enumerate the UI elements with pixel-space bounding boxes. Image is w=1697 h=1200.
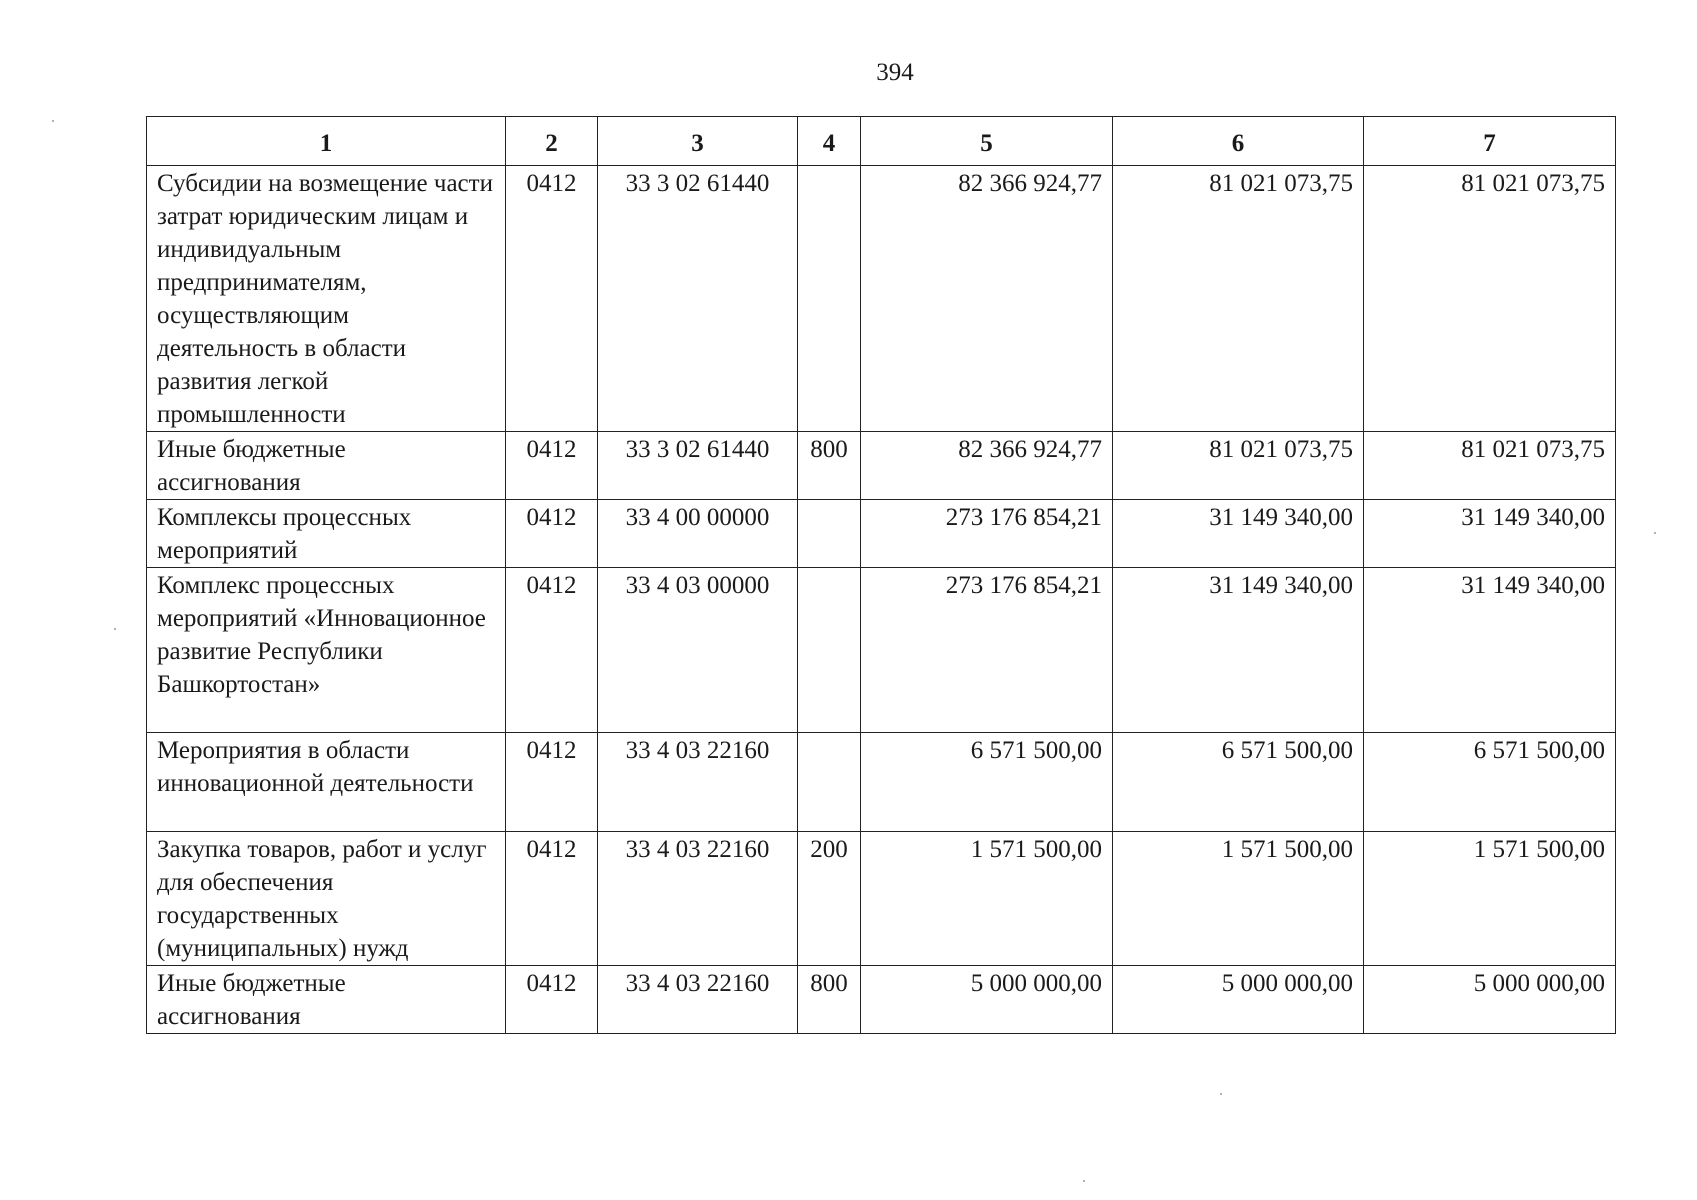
section-code: 0412 (506, 166, 598, 432)
table-row (147, 832, 1616, 966)
amount-column-7: 5 000 000,00 (1364, 966, 1616, 1034)
page-number: 394 (876, 59, 914, 86)
scan-speck (52, 120, 54, 122)
section-code: 0412 (506, 432, 598, 500)
scan-speck (1654, 532, 1656, 534)
amount-column-5: 273 176 854,21 (861, 500, 1113, 568)
amount-column-6: 31 149 340,00 (1113, 568, 1364, 733)
item-name: Иные бюджетные ассигнования (147, 432, 506, 500)
amount-column-6: 1 571 500,00 (1113, 832, 1364, 966)
header-cell-6: 6 (1113, 117, 1364, 166)
target-article-code: 33 4 03 22160 (598, 966, 798, 1034)
expense-type-code (798, 166, 861, 432)
scan-speck (114, 628, 116, 630)
amount-column-5: 5 000 000,00 (861, 966, 1113, 1034)
table-row (147, 500, 1616, 568)
section-code: 0412 (506, 500, 598, 568)
amount-column-7: 31 149 340,00 (1364, 500, 1616, 568)
amount-column-6: 5 000 000,00 (1113, 966, 1364, 1034)
expense-type-code: 200 (798, 832, 861, 966)
target-article-code: 33 4 03 22160 (598, 733, 798, 832)
amount-column-5: 82 366 924,77 (861, 432, 1113, 500)
table-row (147, 432, 1616, 500)
expense-type-code (798, 733, 861, 832)
item-name: Комплексы процессных мероприятий (147, 500, 506, 568)
header-cell-4: 4 (798, 117, 861, 166)
amount-column-7: 81 021 073,75 (1364, 432, 1616, 500)
scan-speck (1083, 1180, 1085, 1182)
expense-type-code (798, 568, 861, 733)
header-cell-7: 7 (1364, 117, 1616, 166)
table-body (147, 166, 1616, 1034)
header-cell-2: 2 (506, 117, 598, 166)
amount-column-7: 1 571 500,00 (1364, 832, 1616, 966)
item-name: Закупка товаров, работ и услуг для обеспечения государственных (муниципальных) нужд (147, 832, 506, 966)
section-code: 0412 (506, 966, 598, 1034)
header-row (147, 117, 1616, 166)
amount-column-6: 6 571 500,00 (1113, 733, 1364, 832)
amount-column-6: 81 021 073,75 (1113, 432, 1364, 500)
amount-column-5: 82 366 924,77 (861, 166, 1113, 432)
section-code: 0412 (506, 733, 598, 832)
amount-column-6: 31 149 340,00 (1113, 500, 1364, 568)
target-article-code: 33 4 03 00000 (598, 568, 798, 733)
table-header (147, 117, 1616, 166)
table-row (147, 966, 1616, 1034)
amount-column-7: 81 021 073,75 (1364, 166, 1616, 432)
expense-type-code (798, 500, 861, 568)
target-article-code: 33 4 00 00000 (598, 500, 798, 568)
table-row (147, 166, 1616, 432)
amount-column-5: 6 571 500,00 (861, 733, 1113, 832)
amount-column-7: 31 149 340,00 (1364, 568, 1616, 733)
scan-speck (1220, 1093, 1222, 1095)
section-code: 0412 (506, 568, 598, 733)
section-code: 0412 (506, 832, 598, 966)
target-article-code: 33 4 03 22160 (598, 832, 798, 966)
header-cell-1: 1 (147, 117, 506, 166)
expense-type-code: 800 (798, 432, 861, 500)
table-row (147, 733, 1616, 832)
expense-type-code: 800 (798, 966, 861, 1034)
item-name: Субсидии на возмещение части затрат юридическим лицам и индивидуальным предпринимателям, осуществляющим деятельность в области развития легкой промышленности (147, 166, 506, 432)
item-name: Иные бюджетные ассигнования (147, 966, 506, 1034)
amount-column-7: 6 571 500,00 (1364, 733, 1616, 832)
budget-table (146, 116, 1616, 1034)
table-row (147, 568, 1616, 733)
amount-column-6: 81 021 073,75 (1113, 166, 1364, 432)
header-cell-3: 3 (598, 117, 798, 166)
header-cell-5: 5 (861, 117, 1113, 166)
target-article-code: 33 3 02 61440 (598, 166, 798, 432)
amount-column-5: 1 571 500,00 (861, 832, 1113, 966)
item-name: Комплекс процессных мероприятий «Инновационное развитие Республики Башкортостан» (147, 568, 506, 733)
item-name: Мероприятия в области инновационной деятельности (147, 733, 506, 832)
target-article-code: 33 3 02 61440 (598, 432, 798, 500)
amount-column-5: 273 176 854,21 (861, 568, 1113, 733)
